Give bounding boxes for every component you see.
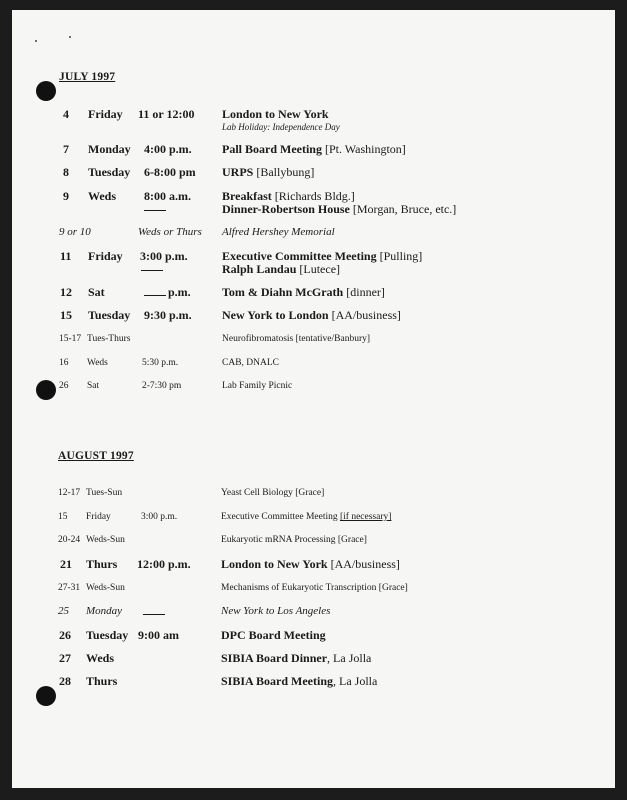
time: 8:00 a.m. — [144, 189, 191, 203]
punch-hole-bottom — [36, 686, 56, 706]
time: 5:30 p.m. — [142, 358, 179, 368]
event-location: [dinner] — [346, 285, 385, 299]
date: 27-31 — [58, 583, 81, 593]
event — [222, 285, 385, 300]
event-title: New York to Los Angeles — [221, 605, 331, 617]
day: Weds-Sun — [86, 535, 125, 545]
event-title: Executive Committee Meeting — [221, 512, 338, 522]
time: 6-8:00 pm — [144, 165, 196, 179]
day: Friday — [86, 512, 111, 522]
date: 9 or 10 — [59, 226, 91, 238]
day: Tues-Sun — [86, 488, 123, 498]
event-title-2: Ralph Landau — [222, 262, 297, 276]
event-title: URPS — [222, 165, 254, 179]
time: 3:00 p.m. — [141, 512, 178, 522]
event-location: [Richards Bldg.] — [274, 189, 355, 203]
event-title-2: Dinner-Robertson House — [222, 202, 350, 216]
paper-speck — [69, 36, 71, 38]
event — [222, 107, 340, 132]
date: 16 — [59, 358, 69, 368]
event — [221, 488, 324, 498]
event-title: Executive Committee Meeting — [222, 249, 377, 263]
day: Tues-Thurs — [87, 334, 131, 344]
july-header: JULY 1997 — [59, 71, 116, 83]
day: Monday — [88, 142, 131, 156]
time: 9:00 am — [138, 628, 179, 642]
event-title: Breakfast — [222, 189, 272, 203]
day: Tuesday — [88, 308, 131, 322]
event-location: [tentative/Banbury] — [295, 334, 371, 344]
date: 20-24 — [58, 535, 81, 545]
event-title: SIBIA Board Meeting — [221, 674, 334, 688]
event — [221, 674, 377, 689]
time-blank — [143, 605, 167, 618]
event-location: [Grace] — [337, 535, 367, 545]
event-location: , La Jolla — [333, 674, 378, 688]
date: 11 — [60, 249, 72, 263]
day: Weds or Thurs — [138, 226, 202, 238]
event-location: [Pt. Washington] — [324, 142, 406, 156]
event-title: Lab Family Picnic — [222, 381, 293, 391]
date: 15 — [60, 308, 72, 322]
time: 11 or 12:00 — [138, 107, 195, 121]
day: Weds — [88, 189, 117, 203]
event-location: [Ballybung] — [256, 165, 315, 179]
event-title: Tom & Diahn McGrath — [222, 285, 344, 299]
event-location-2: [Lutece] — [299, 262, 341, 276]
date: 26 — [59, 628, 71, 642]
date: 8 — [63, 165, 69, 179]
event-title: London to New York — [222, 107, 329, 121]
day: Thurs — [86, 557, 118, 571]
date: 15-17 — [59, 334, 82, 344]
date: 15 — [58, 512, 68, 522]
event-location: [AA/business] — [331, 308, 401, 322]
date: 7 — [63, 142, 69, 156]
punch-hole-middle — [36, 380, 56, 400]
event — [222, 249, 423, 276]
day: Tuesday — [86, 628, 129, 642]
day: Weds — [87, 358, 108, 368]
event-title: Alfred Hershey Memorial — [222, 226, 335, 238]
event — [222, 334, 370, 344]
day: Sat — [87, 381, 100, 391]
date: 25 — [58, 605, 69, 617]
time: 2-7:30 pm — [142, 381, 182, 391]
day: Monday — [86, 605, 123, 617]
event-title: New York to London — [222, 308, 329, 322]
august-header: AUGUST 1997 — [58, 450, 134, 462]
event-location: [AA/business] — [330, 557, 400, 571]
date: 28 — [59, 674, 71, 688]
date: 21 — [60, 557, 72, 571]
event-location: [Grace] — [295, 488, 325, 498]
event-title: SIBIA Board Dinner — [221, 651, 328, 665]
time-blank — [144, 200, 168, 215]
date: 4 — [63, 107, 69, 121]
event-title: Mechanisms of Eukaryotic Transcription — [221, 583, 377, 593]
event-title: DPC Board Meeting — [221, 628, 326, 642]
event-location: [Grace] — [378, 583, 408, 593]
day: Friday — [88, 249, 123, 263]
time — [144, 285, 191, 300]
event-location-2: [Morgan, Bruce, etc.] — [352, 202, 457, 216]
punch-hole-top — [36, 81, 56, 101]
event — [222, 142, 406, 157]
time-blank — [141, 260, 165, 275]
event — [221, 557, 400, 572]
event-title: Eukaryotic mRNA Processing — [221, 535, 336, 545]
event — [221, 583, 408, 593]
event-line-2 — [222, 262, 340, 277]
time: 4:00 p.m. — [144, 142, 192, 156]
event — [221, 512, 391, 522]
day: Sat — [88, 285, 105, 299]
event-location: [if necessary] — [339, 512, 392, 522]
time-text: p.m. — [168, 285, 191, 299]
event — [221, 651, 371, 666]
day: Weds-Sun — [86, 583, 125, 593]
event — [222, 308, 401, 323]
event-note: Lab Holiday: Independence Day — [222, 122, 340, 132]
event-location: , La Jolla — [327, 651, 372, 665]
event-title: Yeast Cell Biology — [221, 488, 293, 498]
day: Weds — [86, 651, 115, 665]
date: 12 — [60, 285, 72, 299]
event-title: CAB, DNALC — [222, 358, 280, 368]
event — [222, 165, 314, 180]
event-line-2 — [222, 202, 456, 217]
event — [222, 189, 457, 216]
date: 27 — [59, 651, 71, 665]
day: Thurs — [86, 674, 118, 688]
time: 12:00 p.m. — [137, 557, 191, 571]
day: Friday — [88, 107, 123, 121]
event-title: Pall Board Meeting — [222, 142, 322, 156]
event-title: Neurofibromatosis — [222, 334, 294, 344]
time: 3:00 p.m. — [140, 249, 188, 263]
paper-speck — [35, 40, 37, 42]
date: 26 — [59, 381, 69, 391]
date: 9 — [63, 189, 69, 203]
event-location: [Pulling] — [379, 249, 423, 263]
date: 12-17 — [58, 488, 81, 498]
time: 9:30 p.m. — [144, 308, 192, 322]
event-title: London to New York — [221, 557, 328, 571]
day: Tuesday — [88, 165, 131, 179]
event — [221, 535, 367, 545]
